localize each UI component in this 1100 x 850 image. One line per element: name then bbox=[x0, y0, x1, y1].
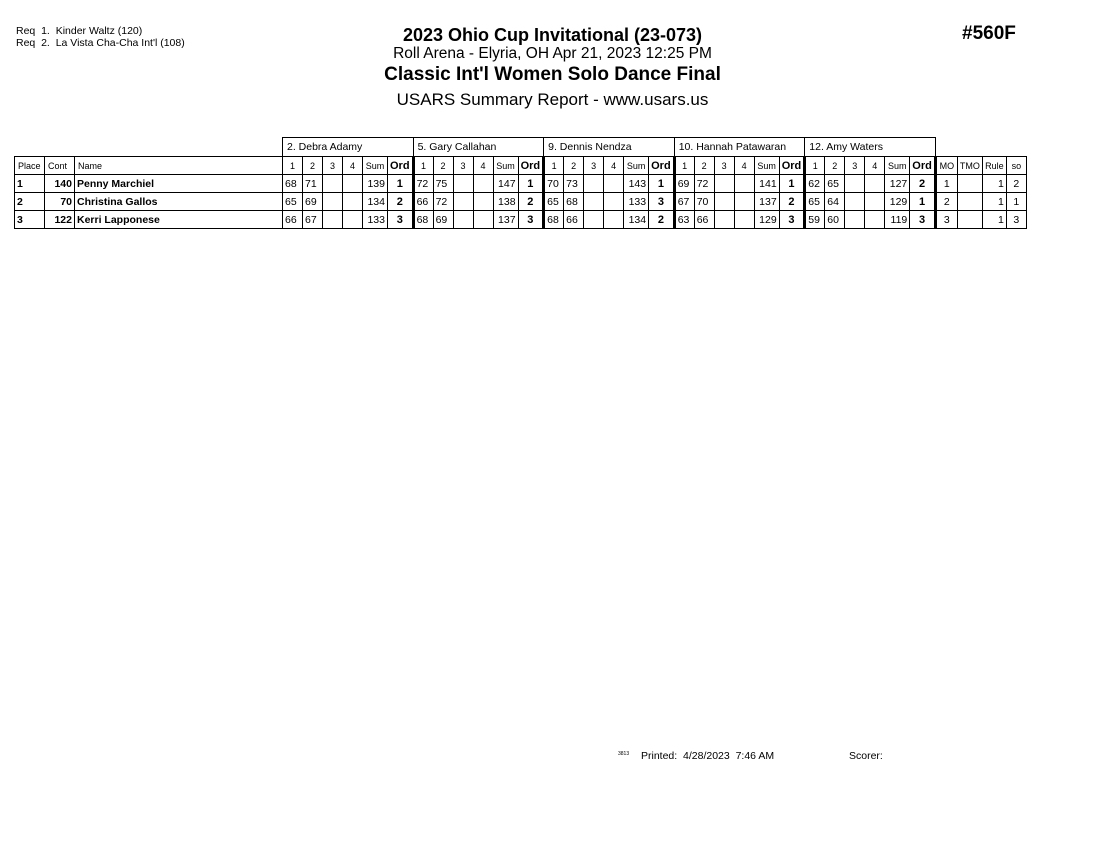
col-s2: 2 bbox=[433, 157, 453, 175]
score-3-cell bbox=[845, 175, 865, 193]
score-1-cell: 66 bbox=[283, 211, 303, 229]
score-1-cell: 68 bbox=[413, 211, 433, 229]
score-3-cell bbox=[323, 193, 343, 211]
col-s2: 2 bbox=[694, 157, 714, 175]
score-4-cell bbox=[343, 211, 363, 229]
ordinal-cell: 1 bbox=[388, 175, 414, 193]
col-ord: Ord bbox=[388, 157, 414, 175]
table-row bbox=[15, 193, 1027, 211]
sum-cell: 137 bbox=[754, 193, 779, 211]
col-tmo: TMO bbox=[957, 157, 982, 175]
score-4-cell bbox=[734, 175, 754, 193]
score-4-cell bbox=[865, 193, 885, 211]
score-3-cell bbox=[845, 211, 865, 229]
col-mo: MO bbox=[935, 157, 957, 175]
score-4-cell bbox=[343, 193, 363, 211]
score-1-cell: 72 bbox=[413, 175, 433, 193]
report-line: USARS Summary Report - www.usars.us bbox=[396, 90, 709, 109]
judge-name-1: 2. Debra Adamy bbox=[283, 138, 414, 157]
score-4-cell bbox=[473, 175, 493, 193]
ordinal-cell: 3 bbox=[388, 211, 414, 229]
score-2-cell: 72 bbox=[433, 193, 453, 211]
col-ord: Ord bbox=[779, 157, 805, 175]
score-2-cell: 66 bbox=[564, 211, 584, 229]
table-row bbox=[15, 211, 1027, 229]
score-4-cell bbox=[865, 211, 885, 229]
competition-title: 2023 Ohio Cup Invitational (23-073) bbox=[402, 25, 703, 45]
ordinal-cell: 3 bbox=[779, 211, 805, 229]
required-dance-2: Req 2. La Vista Cha-Cha Int'l (108) bbox=[16, 37, 185, 49]
score-3-cell bbox=[453, 211, 473, 229]
ordinal-cell: 3 bbox=[518, 211, 544, 229]
event-name: Classic Int'l Women Solo Dance Final bbox=[384, 64, 721, 85]
score-3-cell bbox=[453, 193, 473, 211]
score-1-cell: 63 bbox=[674, 211, 694, 229]
judge-name-4: 10. Hannah Patawaran bbox=[674, 138, 805, 157]
col-ord: Ord bbox=[649, 157, 675, 175]
col-s3: 3 bbox=[584, 157, 604, 175]
judge-name-5: 12. Amy Waters bbox=[805, 138, 936, 157]
score-2-cell: 69 bbox=[433, 211, 453, 229]
sum-cell: 127 bbox=[885, 175, 910, 193]
sum-cell: 134 bbox=[624, 211, 649, 229]
col-ord: Ord bbox=[518, 157, 544, 175]
score-2-cell: 68 bbox=[564, 193, 584, 211]
majority-ordinal-cell: 1 bbox=[935, 175, 957, 193]
score-1-cell: 68 bbox=[544, 211, 564, 229]
rule-cell: 1 bbox=[982, 211, 1006, 229]
ordinal-cell: 3 bbox=[649, 193, 675, 211]
score-1-cell: 65 bbox=[283, 193, 303, 211]
score-4-cell bbox=[865, 175, 885, 193]
contestant-number-cell: 140 bbox=[45, 175, 75, 193]
score-3-cell bbox=[584, 211, 604, 229]
so-cell: 1 bbox=[1006, 193, 1026, 211]
sum-cell: 143 bbox=[624, 175, 649, 193]
event-number: #560F bbox=[962, 23, 1016, 44]
col-so: so bbox=[1006, 157, 1026, 175]
so-cell: 3 bbox=[1006, 211, 1026, 229]
ordinal-cell: 2 bbox=[779, 193, 805, 211]
blank-header-cell bbox=[15, 138, 283, 157]
venue-date-line: Roll Arena - Elyria, OH Apr 21, 2023 12:25 PM bbox=[393, 45, 712, 62]
score-2-cell: 66 bbox=[694, 211, 714, 229]
place-cell: 3 bbox=[15, 211, 45, 229]
ordinal-cell: 1 bbox=[518, 175, 544, 193]
sum-cell: 141 bbox=[754, 175, 779, 193]
score-3-cell bbox=[584, 193, 604, 211]
col-s2: 2 bbox=[564, 157, 584, 175]
sum-cell: 147 bbox=[493, 175, 518, 193]
col-sum: Sum bbox=[885, 157, 910, 175]
score-2-cell: 64 bbox=[825, 193, 845, 211]
col-s4: 4 bbox=[343, 157, 363, 175]
score-1-cell: 62 bbox=[805, 175, 825, 193]
skater-name-cell: Penny Marchiel bbox=[75, 175, 283, 193]
sum-cell: 138 bbox=[493, 193, 518, 211]
footer-code: 3813 bbox=[618, 751, 630, 757]
score-4-cell bbox=[604, 175, 624, 193]
col-name: Name bbox=[75, 157, 283, 175]
col-s2: 2 bbox=[825, 157, 845, 175]
score-2-cell: 60 bbox=[825, 211, 845, 229]
score-4-cell bbox=[473, 193, 493, 211]
score-1-cell: 68 bbox=[283, 175, 303, 193]
score-1-cell: 65 bbox=[805, 193, 825, 211]
col-sum: Sum bbox=[624, 157, 649, 175]
score-2-cell: 67 bbox=[303, 211, 323, 229]
col-s3: 3 bbox=[845, 157, 865, 175]
score-1-cell: 70 bbox=[544, 175, 564, 193]
col-rule: Rule bbox=[982, 157, 1006, 175]
col-s1: 1 bbox=[805, 157, 825, 175]
score-1-cell: 66 bbox=[413, 193, 433, 211]
sum-cell: 133 bbox=[624, 193, 649, 211]
table-row bbox=[15, 175, 1027, 193]
score-2-cell: 70 bbox=[694, 193, 714, 211]
blank-header-cell bbox=[935, 138, 1026, 157]
ordinal-cell: 1 bbox=[779, 175, 805, 193]
col-s4: 4 bbox=[473, 157, 493, 175]
ordinal-cell: 2 bbox=[518, 193, 544, 211]
scorer-label: Scorer: bbox=[849, 750, 883, 762]
results-table bbox=[14, 137, 1027, 229]
sum-cell: 129 bbox=[754, 211, 779, 229]
skater-name-cell: Christina Gallos bbox=[75, 193, 283, 211]
col-cont: Cont bbox=[45, 157, 75, 175]
judge-header-row bbox=[15, 138, 1027, 157]
sum-cell: 119 bbox=[885, 211, 910, 229]
score-4-cell bbox=[734, 193, 754, 211]
col-place: Place bbox=[15, 157, 45, 175]
score-3-cell bbox=[714, 193, 734, 211]
col-s4: 4 bbox=[734, 157, 754, 175]
score-2-cell: 65 bbox=[825, 175, 845, 193]
rule-cell: 1 bbox=[982, 193, 1006, 211]
score-2-cell: 71 bbox=[303, 175, 323, 193]
score-2-cell: 73 bbox=[564, 175, 584, 193]
col-sum: Sum bbox=[493, 157, 518, 175]
column-header-row bbox=[15, 157, 1027, 175]
score-1-cell: 65 bbox=[544, 193, 564, 211]
col-sum: Sum bbox=[754, 157, 779, 175]
total-majority-ordinal-cell bbox=[957, 211, 982, 229]
col-s2: 2 bbox=[303, 157, 323, 175]
score-4-cell bbox=[473, 211, 493, 229]
majority-ordinal-cell: 3 bbox=[935, 211, 957, 229]
sum-cell: 129 bbox=[885, 193, 910, 211]
sum-cell: 139 bbox=[363, 175, 388, 193]
total-majority-ordinal-cell bbox=[957, 193, 982, 211]
score-2-cell: 72 bbox=[694, 175, 714, 193]
score-3-cell bbox=[714, 175, 734, 193]
judge-name-3: 9. Dennis Nendza bbox=[544, 138, 675, 157]
ordinal-cell: 1 bbox=[910, 193, 936, 211]
contestant-number-cell: 122 bbox=[45, 211, 75, 229]
score-3-cell bbox=[845, 193, 865, 211]
col-s4: 4 bbox=[865, 157, 885, 175]
ordinal-cell: 2 bbox=[649, 211, 675, 229]
score-4-cell bbox=[343, 175, 363, 193]
score-3-cell bbox=[323, 211, 343, 229]
score-1-cell: 67 bbox=[674, 193, 694, 211]
required-dance-1: Req 1. Kinder Waltz (120) bbox=[16, 25, 143, 37]
sum-cell: 134 bbox=[363, 193, 388, 211]
score-3-cell bbox=[584, 175, 604, 193]
ordinal-cell: 2 bbox=[910, 175, 936, 193]
score-4-cell bbox=[604, 211, 624, 229]
sum-cell: 133 bbox=[363, 211, 388, 229]
ordinal-cell: 1 bbox=[649, 175, 675, 193]
place-cell: 2 bbox=[15, 193, 45, 211]
required-dances bbox=[16, 25, 185, 49]
score-2-cell: 75 bbox=[433, 175, 453, 193]
contestant-number-cell: 70 bbox=[45, 193, 75, 211]
score-3-cell bbox=[323, 175, 343, 193]
ordinal-cell: 2 bbox=[388, 193, 414, 211]
col-s1: 1 bbox=[413, 157, 433, 175]
score-2-cell: 69 bbox=[303, 193, 323, 211]
col-s3: 3 bbox=[453, 157, 473, 175]
col-s3: 3 bbox=[323, 157, 343, 175]
score-4-cell bbox=[604, 193, 624, 211]
ordinal-cell: 3 bbox=[910, 211, 936, 229]
col-s1: 1 bbox=[674, 157, 694, 175]
skater-name-cell: Kerri Lapponese bbox=[75, 211, 283, 229]
col-s1: 1 bbox=[544, 157, 564, 175]
col-s1: 1 bbox=[283, 157, 303, 175]
col-sum: Sum bbox=[363, 157, 388, 175]
score-1-cell: 69 bbox=[674, 175, 694, 193]
printed-timestamp: Printed: 4/28/2023 7:46 AM bbox=[641, 750, 775, 762]
col-s4: 4 bbox=[604, 157, 624, 175]
so-cell: 2 bbox=[1006, 175, 1026, 193]
score-4-cell bbox=[734, 211, 754, 229]
score-3-cell bbox=[714, 211, 734, 229]
col-ord: Ord bbox=[910, 157, 936, 175]
place-cell: 1 bbox=[15, 175, 45, 193]
score-3-cell bbox=[453, 175, 473, 193]
col-s3: 3 bbox=[714, 157, 734, 175]
judge-name-2: 5. Gary Callahan bbox=[413, 138, 544, 157]
sum-cell: 137 bbox=[493, 211, 518, 229]
majority-ordinal-cell: 2 bbox=[935, 193, 957, 211]
score-1-cell: 59 bbox=[805, 211, 825, 229]
rule-cell: 1 bbox=[982, 175, 1006, 193]
total-majority-ordinal-cell bbox=[957, 175, 982, 193]
